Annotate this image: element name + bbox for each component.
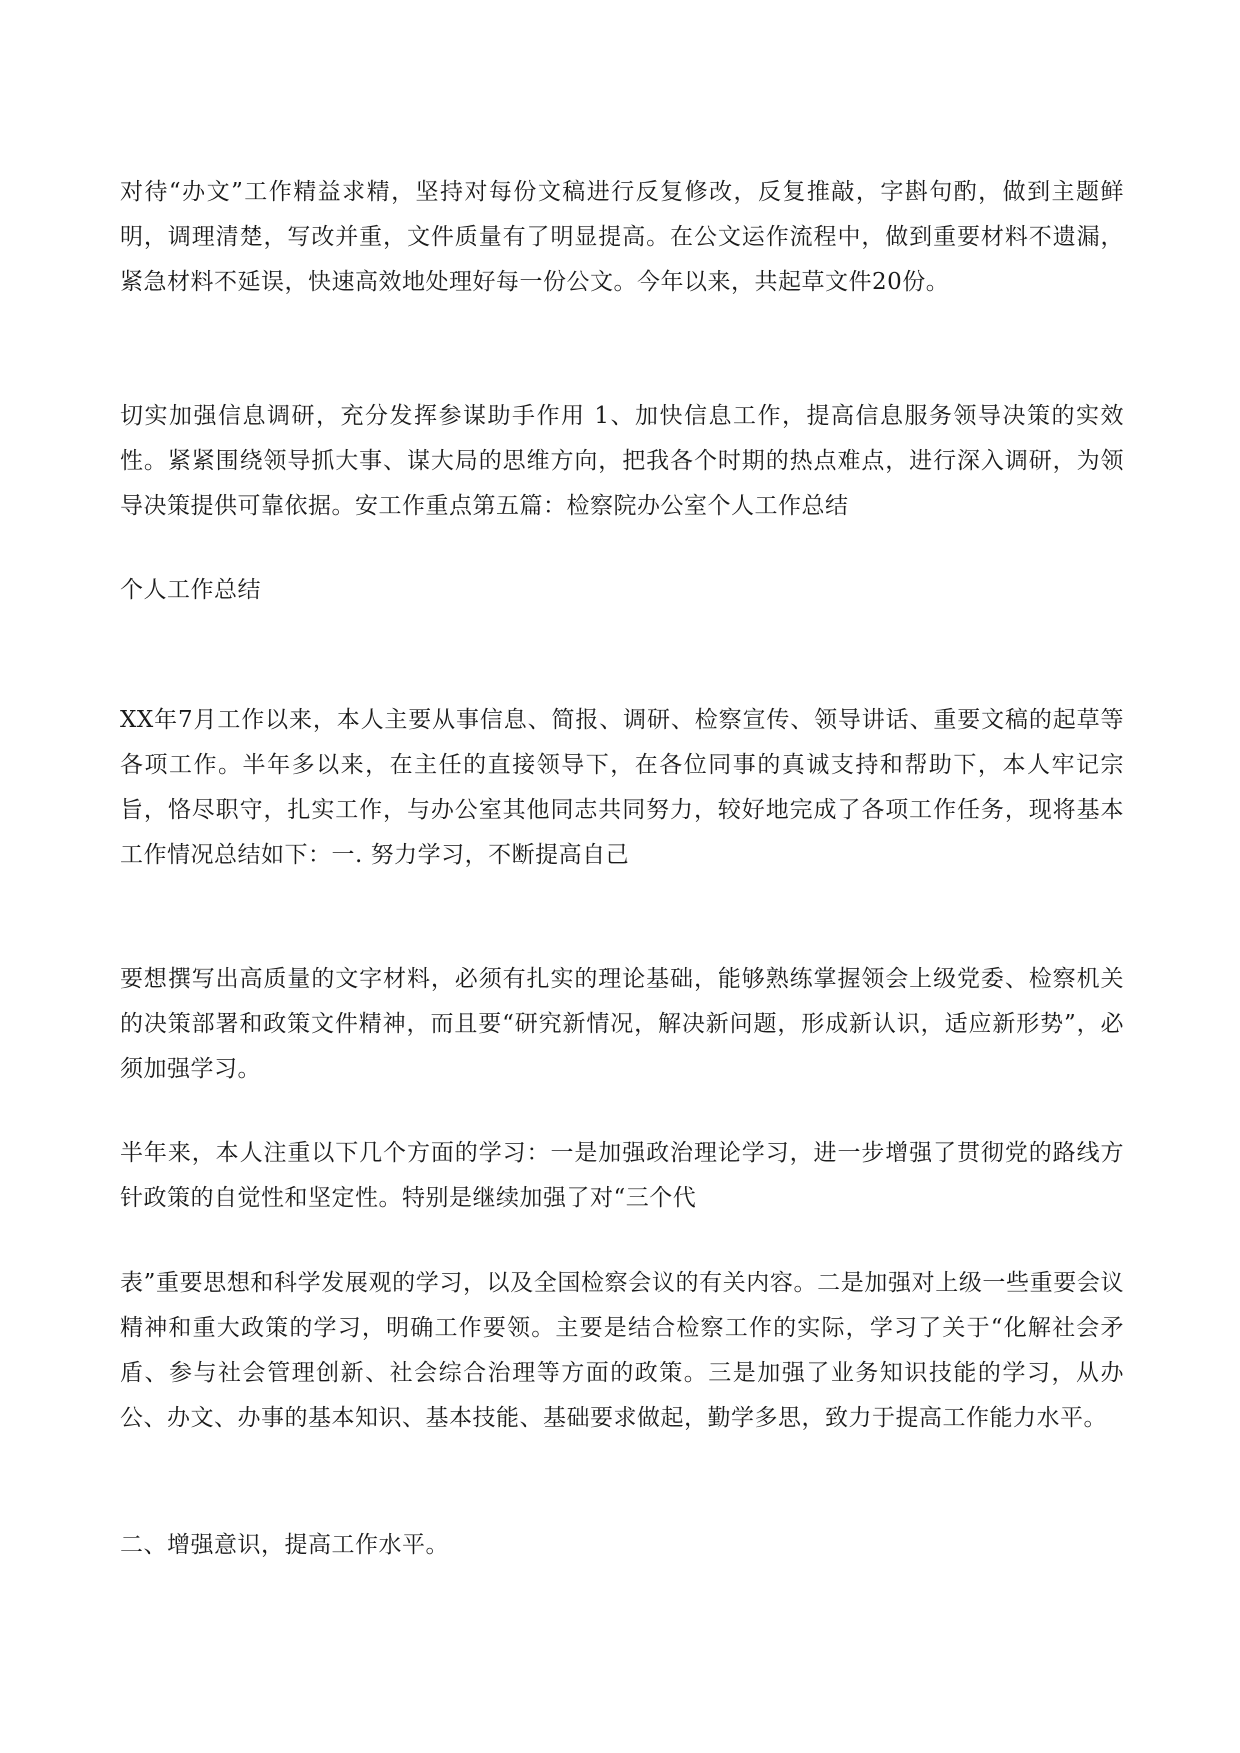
section-heading-awareness: 二、增强意识，提高工作水平。 <box>120 1532 449 1558</box>
paragraph-study-necessity: 要想撰写出高质量的文字材料，必须有扎实的理论基础，能够熟练掌握领会上级党委、检察机关的决策部署和政策文件精神，而且要“研究新情况，解决新问题，形成新认识，适应新形势”，必须加强学习。 <box>120 966 1124 1082</box>
paragraph-information-research: 切实加强信息调研，充分发挥参谋助手作用 1、加快信息工作，提高信息服务领导决策的实效性。紧紧围绕领导抓大事、谋大局的思维方向，把我各个时期的热点难点，进行深入调研，为领导决策提供可靠依据。安工作重点第五篇：检察院办公室个人工作总结 <box>120 403 1124 519</box>
paragraph-study-aspects: 半年来，本人注重以下几个方面的学习：一是加强政治理论学习，进一步增强了贯彻党的路线方针政策的自觉性和坚定性。特别是继续加强了对“三个代 <box>120 1140 1124 1211</box>
paragraph-study-details: 表”重要思想和科学发展观的学习，以及全国检察会议的有关内容。二是加强对上级一些重要会议精神和重大政策的学习，明确工作要领。主要是结合检察工作的实际，学习了关于“化解社会矛盾、参与社会管理创新、社会综合治理等方面的政策。三是加强了业务知识技能的学习，从办公、办文、办事的基本知识、基本技能、基础要求做起，勤学多思，致力于提高工作能力水平。 <box>120 1270 1124 1431</box>
paragraph-handling-documents: 对待“办文”工作精益求精，坚持对每份文稿进行反复修改，反复推敲，字斟句酌，做到主题鲜明，调理清楚，写改并重，文件质量有了明显提高。在公文运作流程中，做到重要材料不遗漏，紧急材料不延误，快速高效地处理好每一份公文。今年以来，共起草文件20份。 <box>120 179 1124 295</box>
section-title-personal-summary: 个人工作总结 <box>120 577 261 603</box>
paragraph-work-overview: XX年7月工作以来，本人主要从事信息、简报、调研、检察宣传、领导讲话、重要文稿的起草等各项工作。半年多以来，在主任的直接领导下，在各位同事的真诚支持和帮助下，本人牢记宗旨，恪尽职守，扎实工作，与办公室其他同志共同努力，较好地完成了各项工作任务，现将基本工作情况总结如下：一. 努力学习，不断提高自己 <box>120 707 1124 868</box>
